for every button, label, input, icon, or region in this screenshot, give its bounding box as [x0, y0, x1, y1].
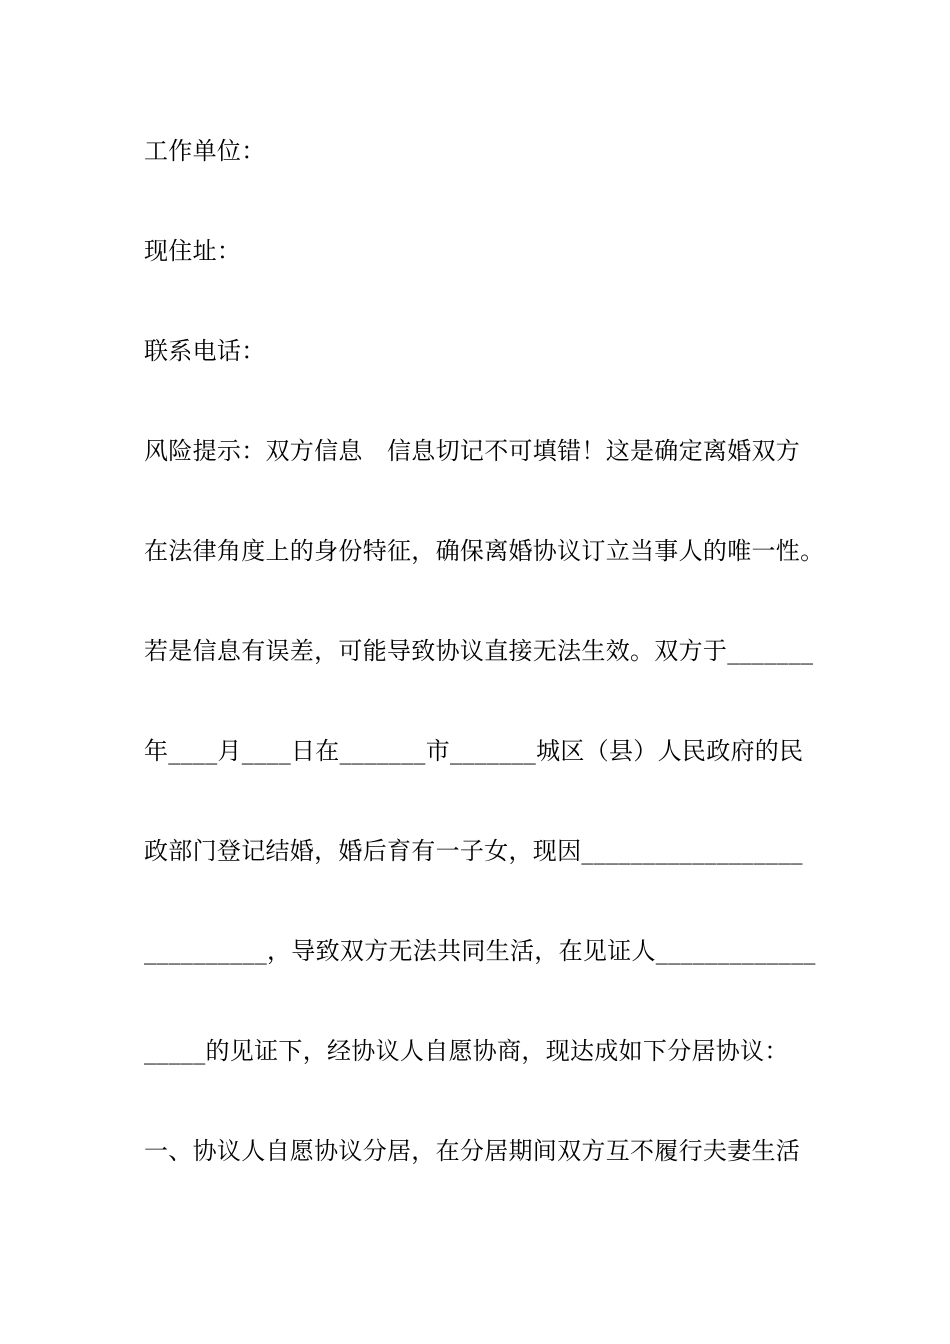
- paragraph-line-3: 政部门登记结婚，婚后育有一子女，现因__________________: [144, 837, 803, 865]
- clause-one-line: 一、协议人自愿协议分居，在分居期间双方互不履行夫妻生活: [144, 1137, 801, 1165]
- paragraph-line-1: 若是信息有误差，可能导致协议直接无法生效。双方于_______: [144, 637, 814, 665]
- contact-phone-line: 联系电话：: [144, 337, 266, 365]
- risk-warning-line-2: 在法律角度上的身份特征，确保离婚协议订立当事人的唯一性。: [144, 537, 825, 565]
- paragraph-line-4: __________，导致双方无法共同生活，在见证人_____________: [144, 937, 816, 965]
- work-unit-line: 工作单位：: [144, 137, 266, 165]
- risk-warning-line-1: 风险提示：双方信息 信息切记不可填错！这是确定离婚双方: [144, 437, 801, 465]
- paragraph-line-5: _____的见证下，经协议人自愿协商，现达成如下分居协议：: [144, 1037, 789, 1065]
- paragraph-line-2: 年____月____日在_______市_______城区（县）人民政府的民: [144, 737, 804, 765]
- current-address-line: 现住址：: [144, 237, 242, 265]
